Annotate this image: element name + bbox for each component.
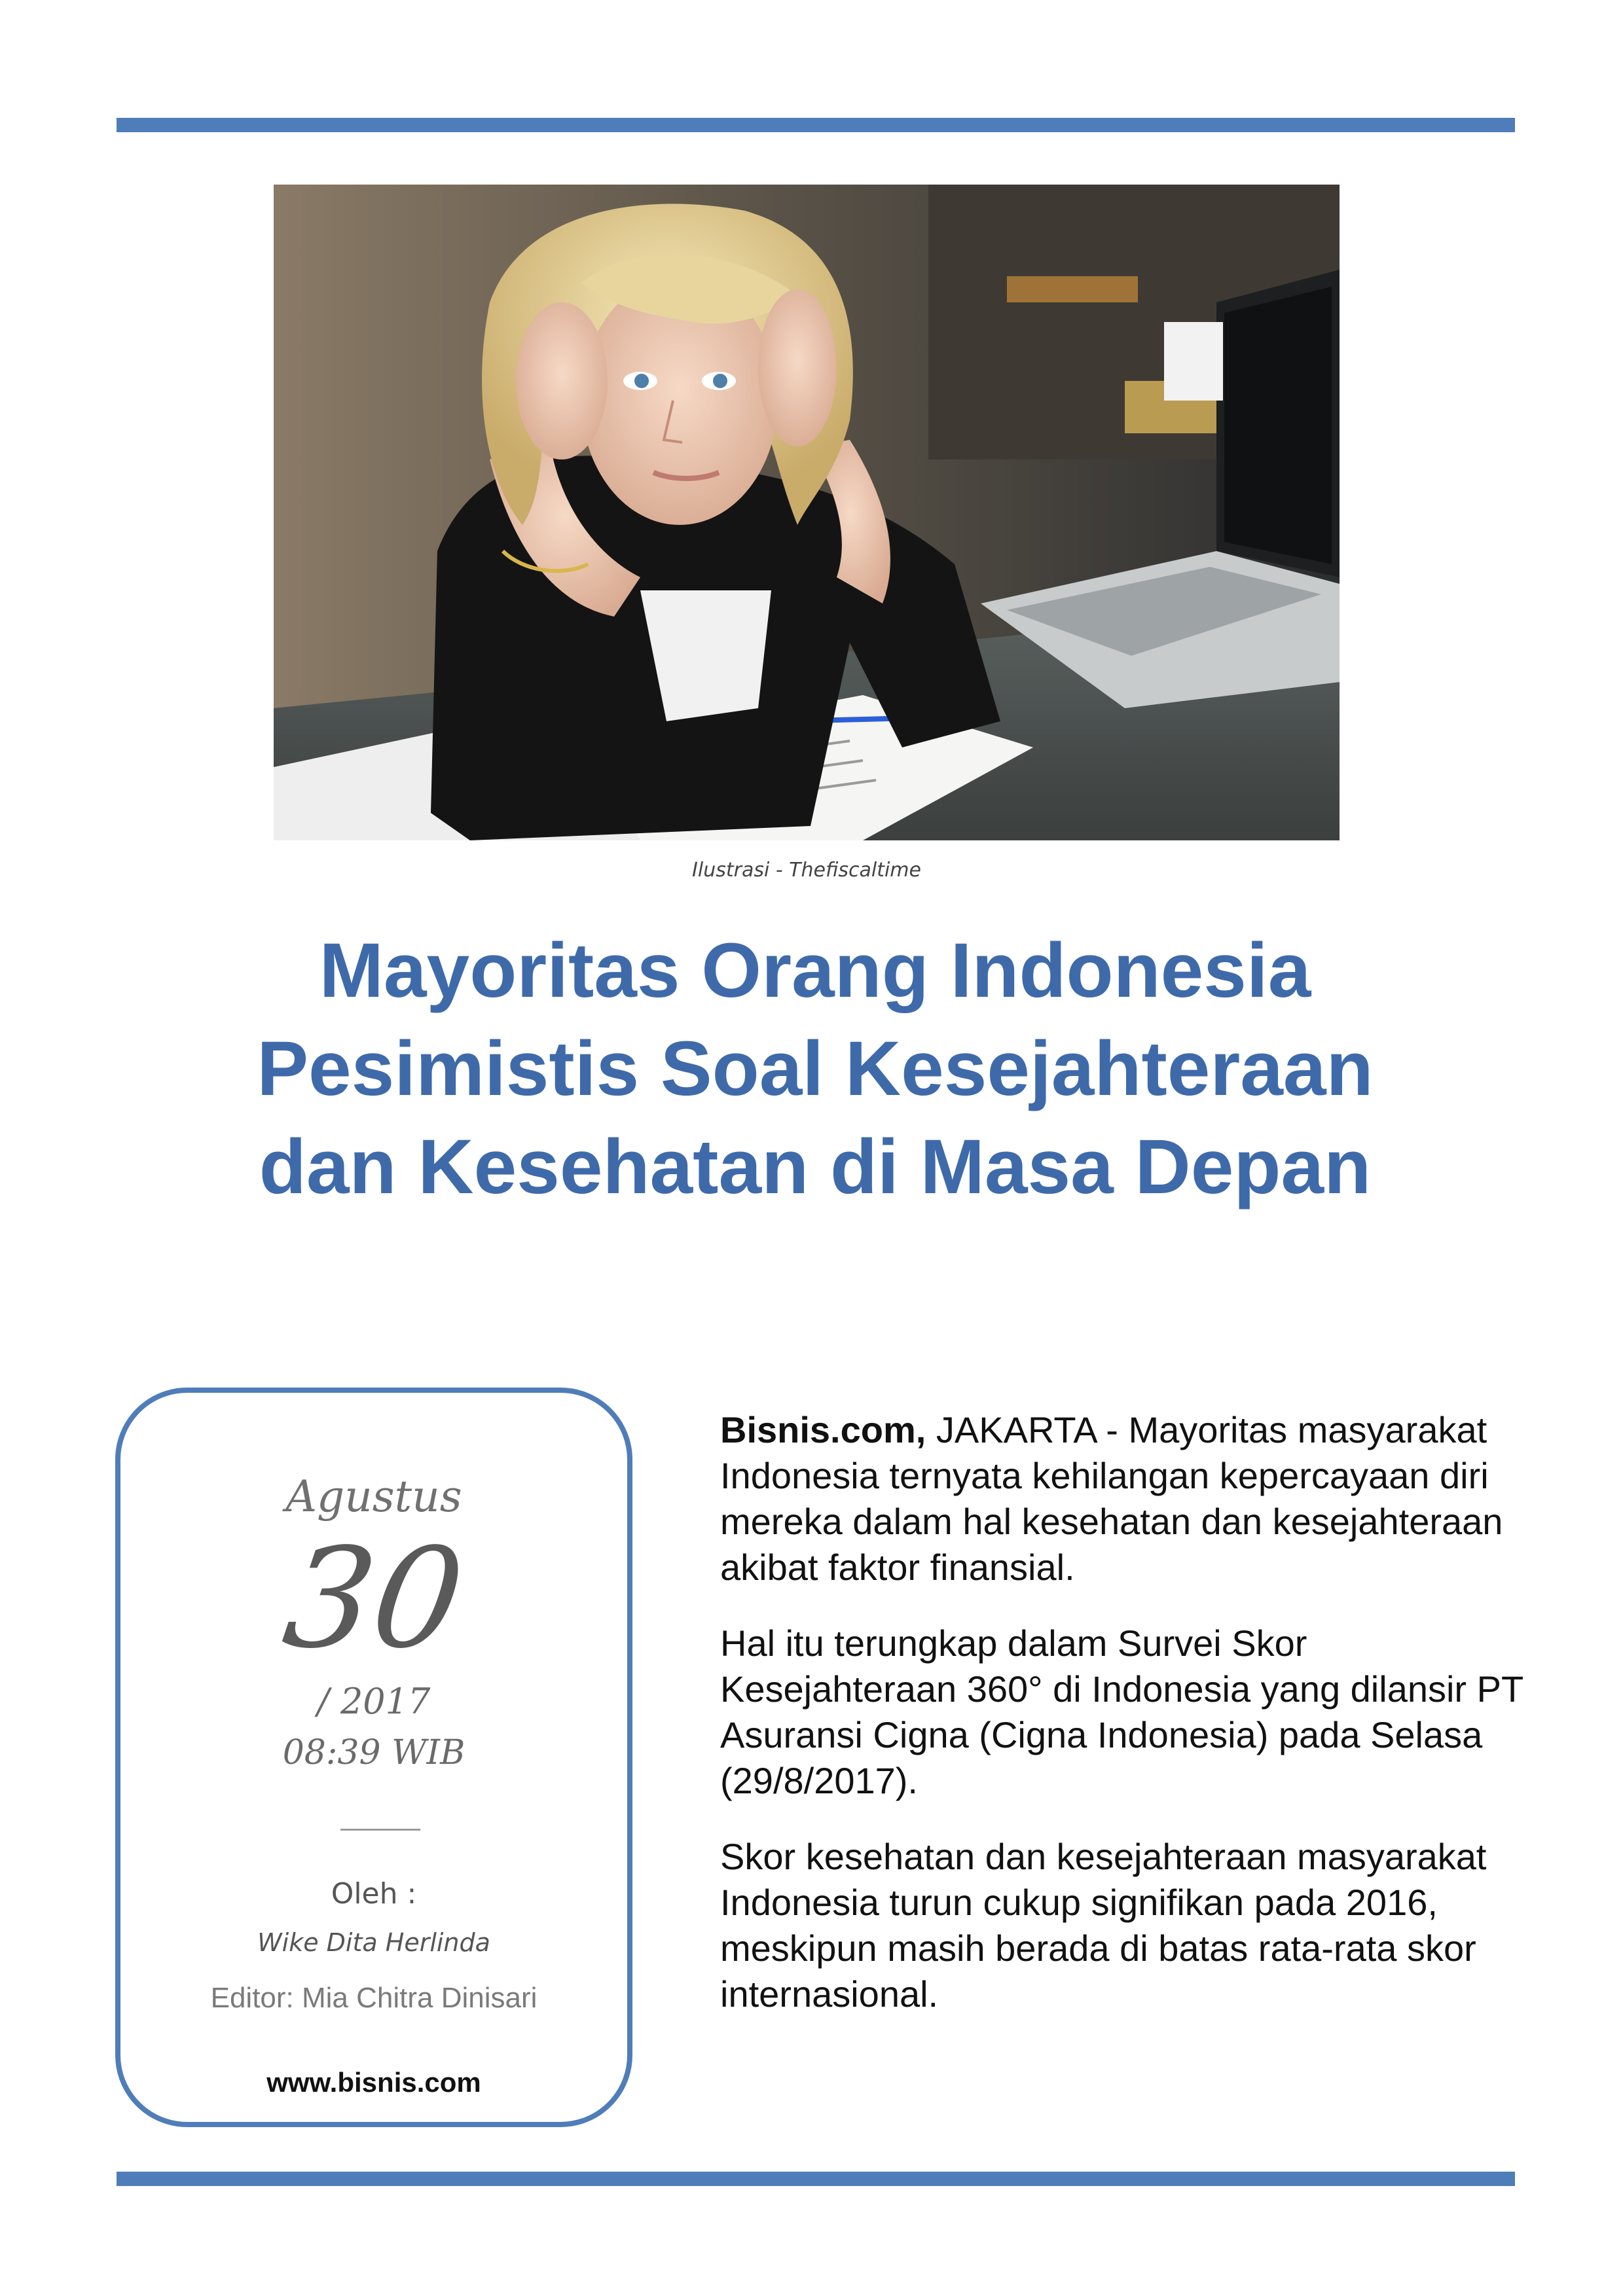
date-day: 30	[275, 1518, 473, 1679]
article-paragraph: Skor kesehatan dan kesejahteraan masyarakat Indonesia turun cukup signifikan pada 2016, meskipun masih berada di batas rata-rata skor internasional.	[720, 1836, 1487, 2015]
date-author-card	[115, 1388, 632, 2127]
top-rule	[117, 118, 1515, 132]
site-link[interactable]: www.bisnis.com	[266, 2067, 481, 2098]
date-year: / 2017	[317, 1681, 431, 1722]
photo-caption: Ilustrasi - Thefiscaltime	[692, 859, 921, 882]
headline-line-2: Pesimistis Soal Kesejahteraan	[257, 1026, 1374, 1112]
photo-illustration	[274, 185, 1340, 840]
article-photo	[274, 185, 1340, 840]
headline-line-1: Mayoritas Orang Indonesia	[319, 927, 1311, 1014]
article-paragraph: Hal itu terungkap dalam Survei Skor Kesejahteraan 360° di Indonesia yang dilansir PT Asuransi Cigna (Cigna Indonesia) pada Selasa (29/8/2017).	[720, 1623, 1523, 1801]
date-month: Agustus	[285, 1471, 462, 1522]
author-label: Oleh :	[331, 1877, 417, 1910]
article-headline	[164, 922, 1467, 1216]
article-source: Bisnis.com,	[720, 1409, 926, 1450]
bottom-rule	[117, 2172, 1515, 2186]
article-body	[720, 1407, 1525, 2047]
publish-time: 08:39 WIB	[282, 1733, 465, 1772]
author-name: Wike Dita Herlinda	[257, 1928, 490, 1957]
editor-name: Editor: Mia Chitra Dinisari	[210, 1982, 538, 2014]
article-paragraph	[720, 1407, 1525, 1590]
article-paragraph-1-text: JAKARTA - Mayoritas masyarakat Indonesia ternyata kehilangan kepercayaan diri mereka dalam hal kesehatan dan kesejahteraan akibat faktor finansial.	[720, 1409, 1503, 1588]
card-divider	[340, 1829, 420, 1831]
headline-line-3: dan Kesehatan di Masa Depan	[259, 1124, 1372, 1210]
